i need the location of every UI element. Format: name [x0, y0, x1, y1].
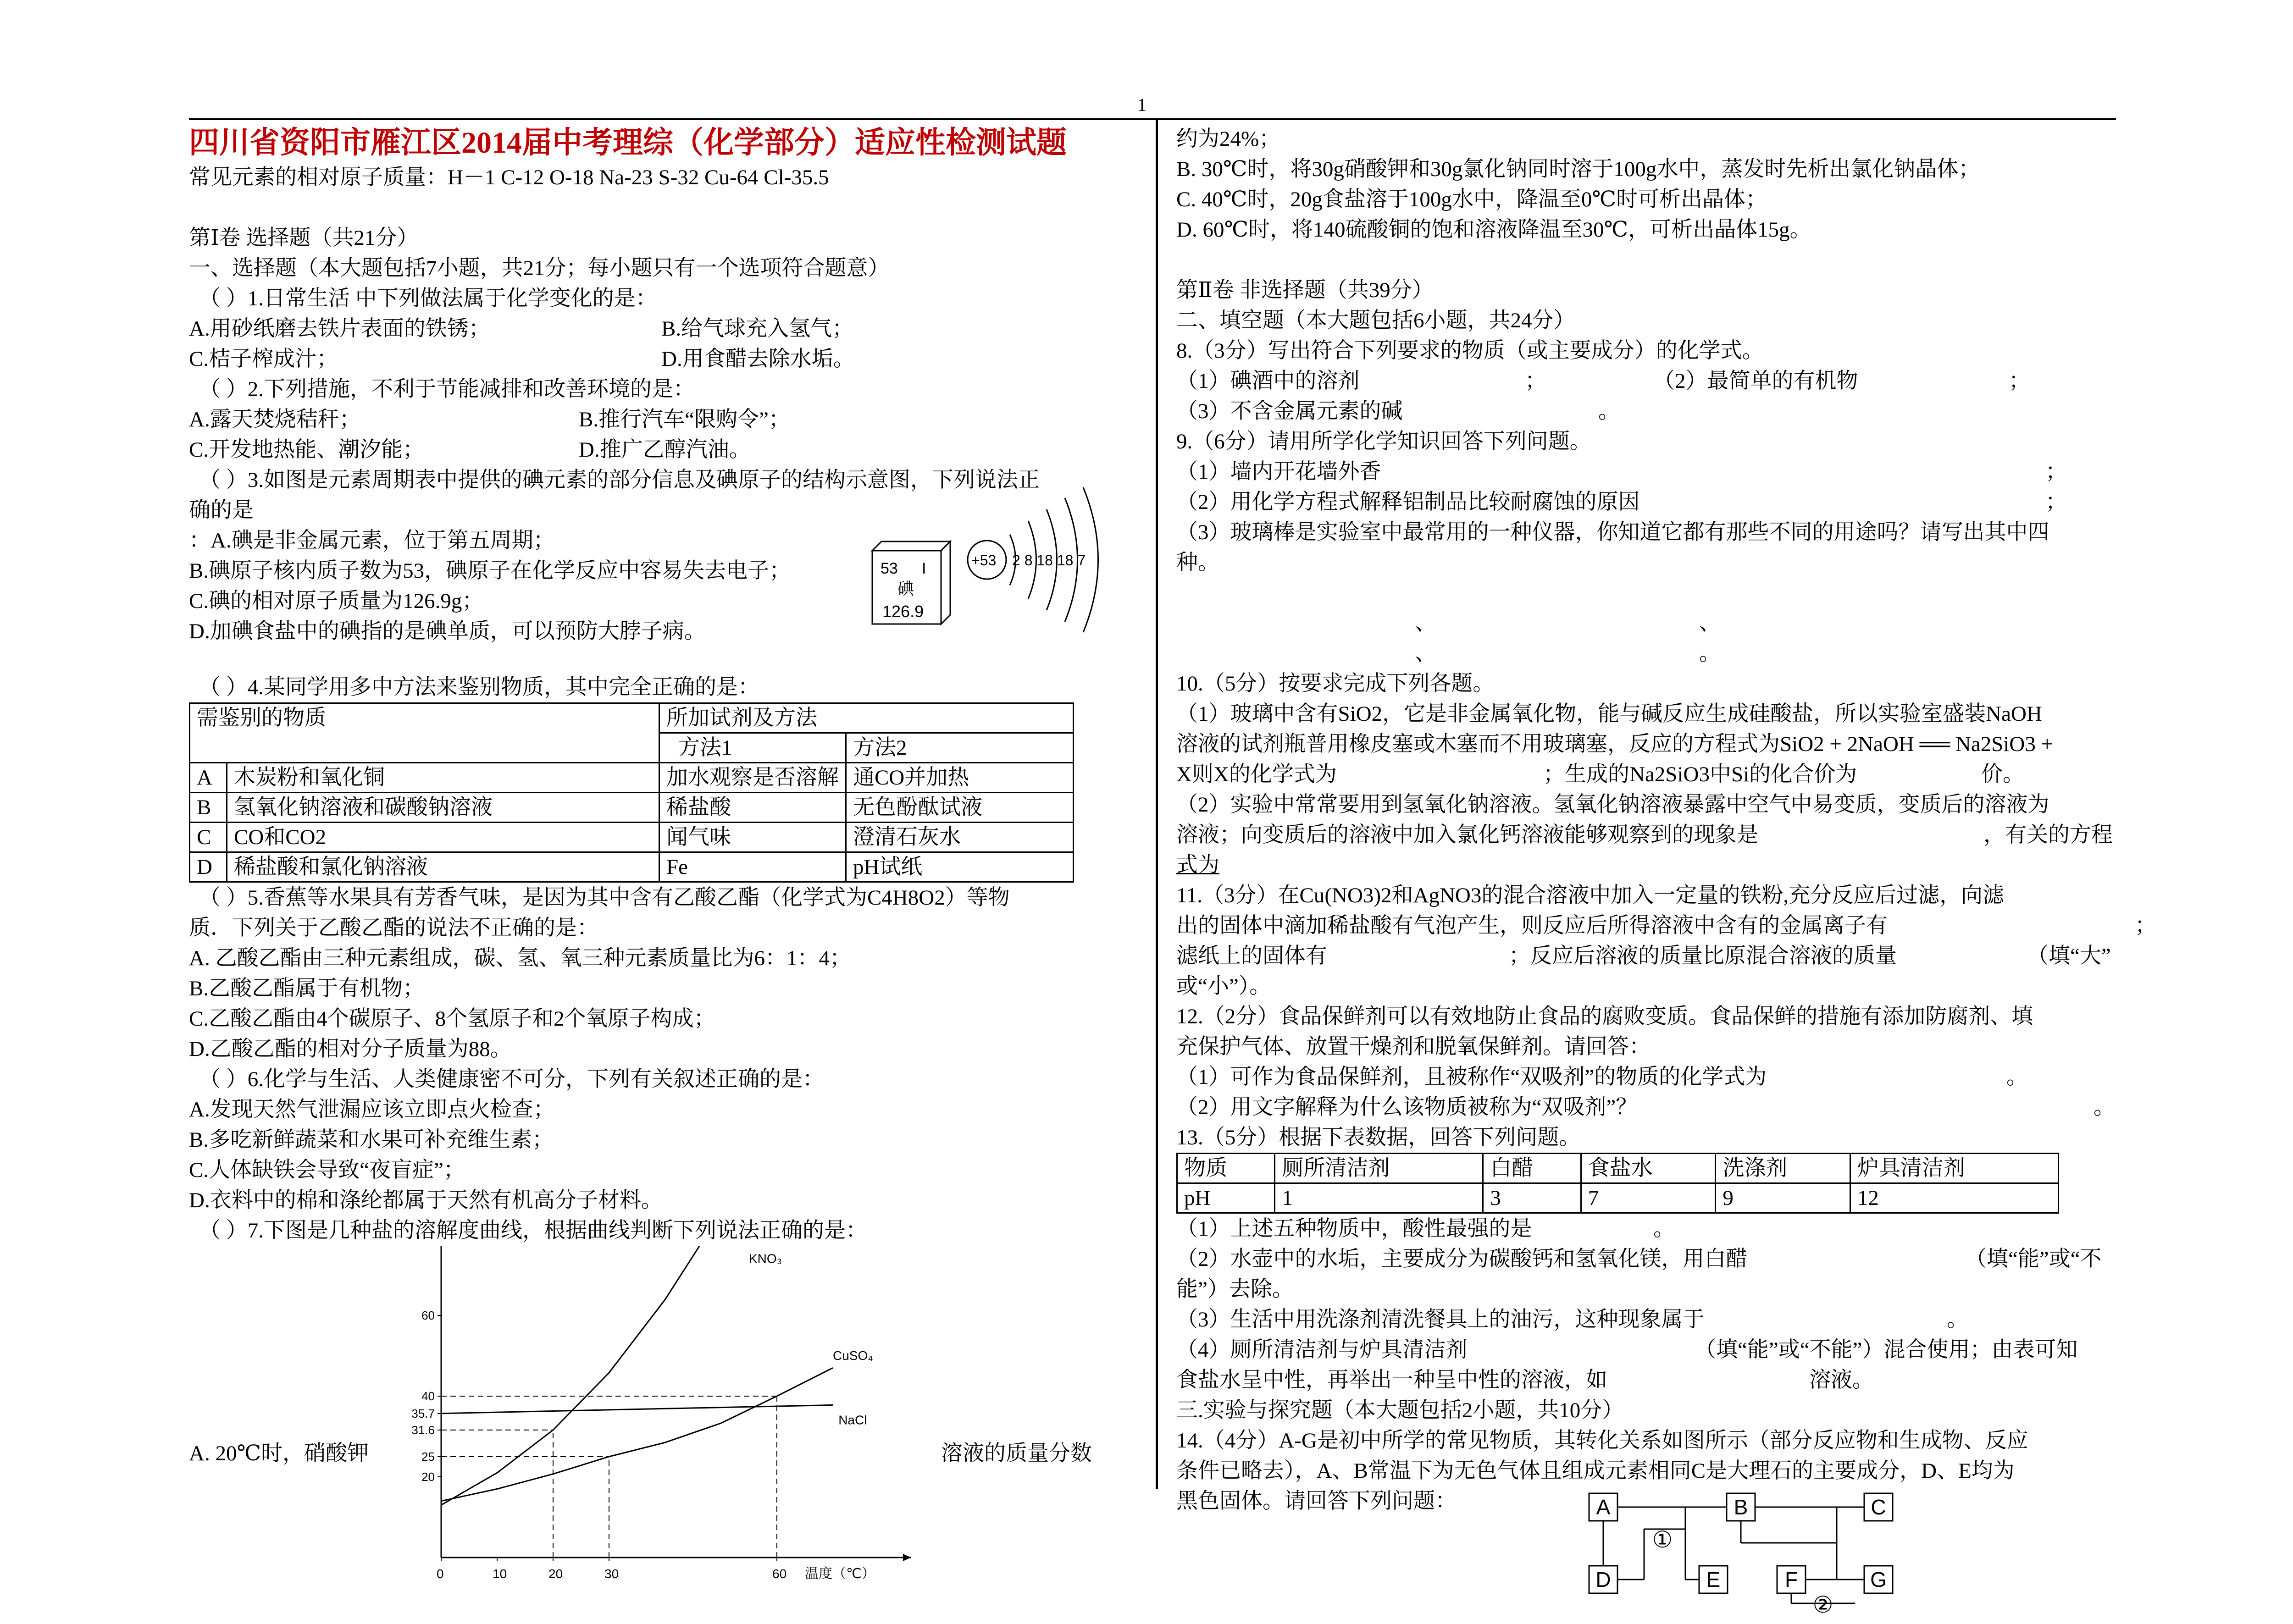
page-number: 1 [1137, 94, 1146, 115]
q4-header-substance: 需鉴别的物质 [190, 703, 659, 763]
series-label: NaCl [838, 1413, 867, 1427]
iodine-element-figure [854, 482, 1111, 647]
q9-item1: （1）墙内开花墙外香 [1176, 460, 1381, 484]
q6-option-d: D.衣料中的棉和涤纶都属于天然有机高分子材料。 [189, 1188, 663, 1212]
y-tick-label: 35.7 [411, 1406, 435, 1420]
section1-heading: 一、选择题（本大题包括7小题，共21分；每小题只有一个选项符合题意） [189, 256, 890, 280]
series-line [441, 1246, 777, 1505]
q7-option-a-right: 溶液的质量分数 [941, 1442, 1092, 1465]
header-rule [189, 118, 2116, 120]
column-separator [1156, 120, 1158, 1489]
y-tick-label: 60 [421, 1309, 435, 1322]
q6-stem: （ ）6.化学与生活、人类健康密不可分，下列有关叙述正确的是： [199, 1067, 824, 1091]
left-column [189, 124, 1141, 1594]
q8-item3: （3）不含金属元素的碱 [1176, 399, 1403, 423]
x-axis-arrow [903, 1554, 911, 1561]
element-number: 53 [881, 560, 898, 577]
q9-item3: （3）玻璃棒是实验室中最常用的一种仪器，你知道它都有那些不同的用途吗？请写出其中四 [1176, 520, 2049, 544]
q2-option-c: C.开发地热能、潮汐能； [189, 438, 425, 462]
q5-option-d: D.乙酸乙酯的相对分子质量为88。 [189, 1037, 512, 1061]
y-tick-label: 25 [421, 1450, 435, 1464]
q11-line1: 11.（3分）在Cu(NO3)2和AgNO3的混合溶液中加入一定量的铁粉,充分反应后过滤，向滤 [1176, 884, 2005, 907]
q6-option-c: C.人体缺铁会导致“夜盲症”； [189, 1158, 465, 1182]
q8-item2: （2）最简单的有机物 [1653, 369, 1858, 393]
q2-option-a: A.露天焚烧秸秆； [189, 408, 361, 431]
q3-option-b: B.碘原子核内质子数为53，碘原子在化学反应中容易失去电子； [189, 559, 791, 583]
q2-option-d: D.推广乙醇汽油。 [579, 438, 751, 462]
q1-option-b: B.给气球充入氢气； [661, 317, 854, 341]
q10-line1: （1）玻璃中含有SiO2，它是非金属氧化物，能与碱反应生成硅酸盐，所以实验室盛装NaOH [1176, 702, 2042, 726]
q13-ph-table: 物质 厕所清洁剂 白醋 食盐水 洗涤剂 炉具清洁剂 pH 1 3 7 9 12 [1176, 1153, 2059, 1214]
right-column: 约为24%； B. 30℃时，将30g硝酸钾和30g氯化钠同时溶于100g水中，蒸发时先析出氯化钠晶体； C. 40℃时，20g食盐溶于100g水中，降温至0℃时可析出晶体； D. 60℃时，将140硫酸铜的饱和溶液降温至30℃，可析出晶体15g。 第Ⅱ卷 非选择题（共39分） 二、填空题（本大题包括6小题，共24分） 8.（3分）写出符合下列要求的物质（或主要成分）的化学式。 （1）碘酒中的溶剂 ； （2）最简单的有机物 ； （3）不含金属元素的碱 。 9.（6分）请用所学化学知识回答下列问题。 （1）墙内开花墙外香 ； （2）用化学方程式解释铝制品比较耐腐蚀的原因 ； （3）玻璃棒是实验室中最常用的一种仪器，你知道它都有那些不同的用途吗？请写出其中四 种。 、 、 、 。 10.（5分）按要求完成下列各题。 （1）玻璃中含有SiO2，它是非金属氧化物，能与碱反应生成硅酸盐，所以实验室盛装NaOH 溶液的试剂瓶普用橡皮塞或木塞而不用玻璃塞，反应的方程式为SiO2 + 2NaOH ══ Na2SiO3 + X则X的化学式为 ；生成的Na2SiO3中Si的化合价为 价。 （2）实验中常常要用到氢氧化钠溶液。氢氧化钠溶液暴露中空气中易变质，变质后的溶液为 溶液；向变质后的溶液中加入氯化钙溶液能够观察到的现象是 ，有关的方程 式为 11.（3分）在Cu(NO3)2和AgNO3的混合溶液中加入一定量的铁粉,充分反应后过滤，向滤 出的固体中滴加稀盐酸有气泡产生，则反应后所得溶液中含有的金属离子有 ； 滤纸上的固体有 ；反应后溶液的质量比原混合溶液的质量 （填“大” 或“小”）。 12.（2分）食品保鲜剂可以有效地防止食品的腐败变质。食品保鲜的措施有添加防腐剂、填 充保护气体、放置干燥剂和脱氧保鲜剂。请回答： （1）可作为食品保鲜剂，且被称作“双吸剂”的物质的化学式为 。 （2）用文字解释为什么该物质被称为“双吸剂”？ 。 13.（5分）根据下表数据，回答下列问题。 物质 厕所清洁剂 白醋 食盐水 洗涤剂 炉具清洁剂 pH 1 3 7 9 12 （1）上述五种物质中，酸性最强的是 。 （2）水壶中的水垢，主要成分为碳酸钙和氢氧化镁，用白醋 （填“能”或“不 能”）去除。 （3）生活中用洗涤剂清洗餐具上的油污，这种现象属于 。 （4）厕所清洁剂与炉具清洁剂 （填“能”或“不能”）混合使用；由表可知 食盐水呈中性，再举出一种呈中性的溶液，如 溶液。 三.实验与探究题（本大题包括2小题，共10分） 14.（4分）A-G是初中所学的常见物质，其转化关系如图所示（部分反应物和生成物、反应 条件已略去），A、B常温下为无色气体且组成元素相同C是大理石的主要成分，D、E均为 黑色固体。请回答下列问题： A B C D E F G ① ② [1176, 124, 2139, 1516]
x-tick-label: 0 [437, 1567, 444, 1581]
section2-heading: 二、填空题（本大题包括6小题，共24分） [1176, 309, 1575, 332]
q13-stem: 13.（5分）根据下表数据，回答下列问题。 [1176, 1126, 1581, 1149]
q4-header-method: 所加试剂及方法 [659, 703, 1073, 733]
table-row: D 稀盐酸和氯化钠溶液 Fe pH试纸 [190, 852, 1074, 882]
label-one: ① [1652, 1527, 1673, 1552]
x-tick-label: 20 [548, 1567, 563, 1581]
q7-stem: （ ）7.下图是几种盐的溶解度曲线，根据曲线判断下列说法正确的是： [199, 1219, 867, 1243]
q8-item1: （1）碘酒中的溶剂 [1176, 369, 1360, 393]
node-b: B [1734, 1495, 1748, 1519]
q14-line1: 14.（4分）A-G是初中所学的常见物质，其转化关系如图所示（部分反应物和生成物、反应 [1176, 1429, 2028, 1453]
series-label: CuSO₄ [833, 1348, 873, 1363]
q1-stem: （ ）1.日常生活 中下列做法属于化学变化的是： [199, 287, 657, 310]
q7-option-c: C. 40℃时，20g食盐溶于100g水中，降温至0℃时可析出晶体； [1176, 188, 1767, 211]
series-label: KNO₃ [749, 1251, 782, 1266]
table-row: C CO和CO2 闻气味 澄清石灰水 [190, 823, 1074, 852]
q10-line6: 式为 [1176, 853, 1219, 877]
q8-stem: 8.（3分）写出符合下列要求的物质（或主要成分）的化学式。 [1176, 339, 1764, 363]
q7-option-b: B. 30℃时，将30g硝酸钾和30g氯化钠同时溶于100g水中，蒸发时先析出氯化钠晶体； [1176, 157, 1980, 181]
q1-option-d: D.用食醋去除水垢。 [661, 347, 855, 371]
q1-option-a: A.用砂纸磨去铁片表面的铁锈； [189, 317, 490, 341]
q1-option-c: C.桔子榨成汁； [189, 347, 338, 371]
q3-stem-cont: 确的是 [189, 498, 254, 522]
node-g: G [1870, 1568, 1887, 1591]
part1-heading: 第Ⅰ卷 选择题（共21分） [189, 226, 419, 250]
q3-option-d: D.加碘食盐中的碘指的是碘单质，可以预防大脖子病。 [189, 619, 706, 643]
q5-option-c: C.乙酸乙酯由4个碳原子、8个氢原子和2个氧原子构成； [189, 1007, 715, 1031]
part2-heading: 第Ⅱ卷 非选择题（共39分） [1176, 278, 1434, 302]
section3-heading: 三.实验与探究题（本大题包括2小题，共10分） [1176, 1398, 1624, 1422]
q4-header-method2: 方法2 [846, 733, 1073, 763]
q3-option-a: ：A.碘是非金属元素，位于第五周期； [189, 529, 555, 552]
table-row: A 木炭粉和氧化铜 加水观察是否溶解 通CO并加热 [190, 763, 1074, 793]
document-title: 四川省资阳市雁江区2014届中考理综（化学部分）适应性检测试题 [189, 126, 1067, 160]
node-e: E [1706, 1568, 1721, 1591]
x-tick-label: 30 [604, 1567, 619, 1581]
q4-table [189, 702, 1074, 883]
q7-option-d: D. 60℃时，将140硫酸铜的饱和溶液降温至30℃，可析出晶体15g。 [1176, 218, 1811, 242]
element-symbol: I [922, 560, 926, 577]
q5-stem: （ ）5.香蕉等水果具有芳香气味，是因为其中含有乙酸乙酯（化学式为C4H8O2）等物 [199, 886, 1010, 910]
q7-option-a-cont: 约为24%； [1176, 127, 1281, 151]
node-d: D [1595, 1568, 1611, 1591]
element-mass: 126.9 [882, 602, 924, 621]
node-c: C [1871, 1495, 1886, 1519]
x-tick-label: 60 [772, 1567, 787, 1581]
node-f: F [1784, 1568, 1798, 1591]
q5-option-b: B.乙酸乙酯属于有机物； [189, 977, 425, 1000]
label-two: ② [1812, 1592, 1833, 1616]
x-tick-label: 10 [493, 1567, 507, 1581]
q9-item2: （2）用化学方程式解释铝制品比较耐腐蚀的原因 [1176, 490, 1640, 514]
q4-stem: （ ）4.某同学用多中方法来鉴别物质，其中完全正确的是： [199, 675, 759, 699]
table-row: B 氢氧化钠溶液和碳酸钠溶液 稀盐酸 无色酚酞试液 [190, 793, 1074, 823]
series-line [441, 1405, 833, 1413]
y-tick-label: 20 [421, 1470, 435, 1484]
series-line [441, 1368, 833, 1501]
q7-option-a-left: A. 20℃时，硝酸钾 [189, 1442, 369, 1465]
element-name: 碘 [897, 579, 914, 598]
y-tick-label: 40 [421, 1389, 435, 1403]
q10-line4: （2）实验中常常要用到氢氧化钠溶液。氢氧化钠溶液暴露中空气中易变质，变质后的溶液为 [1176, 793, 2049, 817]
q3-option-c: C.碘的相对原子质量为126.9g； [189, 589, 484, 613]
q2-option-b: B.推行汽车“限购令”； [579, 408, 790, 431]
q9-item3-cont: 种。 [1176, 551, 1219, 574]
q6-option-b: B.多吃新鲜蔬菜和水果可补充维生素； [189, 1128, 554, 1152]
node-a: A [1596, 1495, 1611, 1519]
x-axis-label: 温度（℃） [805, 1566, 875, 1581]
q5-stem-cont: 质．下列关于乙酸乙酯的说法不正确的是： [189, 916, 598, 940]
solubility-chart [386, 1246, 923, 1594]
atomic-masses: 常见元素的相对原子质量：H－1 C-12 O-18 Na-23 S-32 Cu-64 Cl-35.5 [189, 166, 829, 189]
q10-stem: 10.（5分）按要求完成下列各题。 [1176, 672, 1495, 696]
table-row: pH 1 3 7 9 12 [1177, 1183, 2059, 1213]
q3-stem: （ ）3.如图是元素周期表中提供的碘元素的部分信息及碘原子的结构示意图，下列说法正 [199, 468, 1040, 492]
q4-header-method1: 方法1 [659, 733, 846, 763]
q6-option-a: A.发现天然气泄漏应该立即点火检查； [189, 1098, 555, 1121]
q5-option-a: A. 乙酸乙酯由三种元素组成，碳、氢、氧三种元素质量比为6：1：4； [189, 946, 851, 970]
q12-line1: 12.（2分）食品保鲜剂可以有效地防止食品的腐败变质。食品保鲜的措施有添加防腐剂、填 [1176, 1005, 2033, 1028]
q2-stem: （ ）2.下列措施，不利于节能减排和改善环境的是： [199, 377, 695, 401]
nucleus-charge: +53 [971, 552, 997, 569]
q9-stem: 9.（6分）请用所学化学知识回答下列问题。 [1176, 430, 1591, 453]
q10-line2: 溶液的试剂瓶普用橡皮塞或木塞而不用玻璃塞，反应的方程式为SiO2 + 2NaOH ══ Na2SiO3 + [1176, 732, 2054, 756]
electron-shells: 2 8 18 18 7 [1012, 552, 1086, 569]
q14-flow-diagram [1580, 1483, 1919, 1616]
y-tick-label: 31.6 [411, 1423, 435, 1437]
